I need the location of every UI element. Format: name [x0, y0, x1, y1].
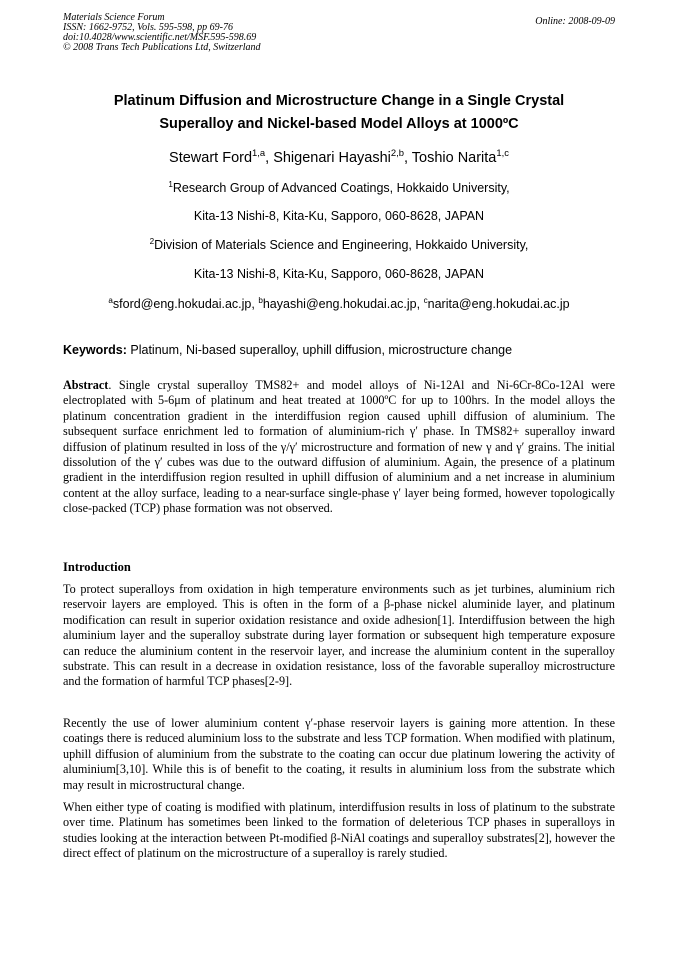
keywords: [63, 342, 615, 358]
copyright-line: © 2008 Trans Tech Publications Ltd, Switzerland: [63, 42, 261, 53]
abstract-label: Abstract: [63, 378, 109, 392]
abstract: [63, 378, 615, 517]
email-list: [63, 296, 615, 312]
section-heading-introduction: Introduction: [63, 560, 131, 574]
keywords-text: Platinum, Ni-based superalloy, uphill diffusion, microstructure change: [130, 343, 513, 357]
affiliation-1-line-2: Kita-13 Nishi-8, Kita-Ku, Sapporo, 060-8628, JAPAN: [193, 209, 485, 223]
email-address[interactable]: narita@eng.hokudai.ac.jp: [427, 297, 570, 311]
abstract-text: . Single crystal superalloy TMS82+ and model alloys of Ni-12Al and Ni-6Cr-8Co-12Al were electroplated with 5-6μm of platinum and heat treated at 1000ºC for up to 100hrs. In the model alloys the platinum concentration gradient in the interdiffusion region caused uphill diffusion of aluminium. The subsequent surface enrichment led to formation of aluminium-rich γ′ phase. In TMS82+ superalloy inward diffusion of platinum resulted in loss of the γ/γ′ microstructure and formation of new γ and γ′ grains. The initial dissolution of the γ′ cubes was due to the outward diffusion of aluminium. Again, the presence of a platinum gradient in the interdiffusion region resulted in uphill diffusion of aluminium and a net increase in aluminium content at the alloy surface, leading to a near-surface single-phase γ′ layer being formed, however topologically close-packed (TCP) phase formation was not observed.: [63, 378, 615, 516]
affiliation-sup: 2: [149, 236, 155, 246]
author-sup: 1,a: [252, 147, 266, 159]
email-sup: a: [108, 295, 113, 305]
email-sup: c: [423, 295, 428, 305]
author-sup: 1,c: [496, 147, 509, 159]
intro-paragraph-2: Recently the use of lower aluminium content γ′-phase reservoir layers is gaining more attention. In these coatings there is reduced aluminium loss to the substrate and less TCP formation. When modified with platinum, uphill diffusion of aluminium from the substrate to the coating can occur due platinum lowering the activity of aluminium[3,10]. While this is of benefit to the coating, it results in aluminium loss from the substrate which may result in microstructural change.: [63, 716, 615, 792]
email-sup: b: [258, 295, 263, 305]
author-sup: 2,b: [390, 147, 404, 159]
author-name: Stewart Ford: [169, 150, 253, 166]
affiliation-sup: 1: [168, 179, 173, 189]
author-list: Stewart Ford$^{1,a}$, Shigenari Hayashi$^{2,b}$, Toshio Narita$^{1,c}$: [169, 147, 509, 166]
affiliation-1-line-1: $^1$Research Group of Advanced Coatings, Hokkaido University,: [168, 179, 510, 195]
affiliation-2-line-1: $^2$Division of Materials Science and Engineering, Hokkaido University,: [149, 236, 529, 252]
affiliation-2-line-2: Kita-13 Nishi-8, Kita-Ku, Sapporo, 060-8628, JAPAN: [193, 267, 485, 281]
issn-line: ISSN: 1662-9752, Vols. 595-598, pp 69-76: [63, 22, 233, 33]
journal-header: [63, 13, 261, 53]
title-line-2: Superalloy and Nickel-based Model Alloys at 1000ºC: [159, 116, 519, 132]
journal-name: Materials Science Forum: [63, 12, 165, 23]
title-line-1: Platinum Diffusion and Microstructure Change in a Single Crystal: [113, 93, 565, 109]
keywords-label: Keywords:: [63, 343, 127, 357]
email-address[interactable]: hayashi@eng.hokudai.ac.jp,: [262, 297, 421, 311]
email-address[interactable]: sford@eng.hokudai.ac.jp,: [112, 297, 255, 311]
doi-line: doi:10.4028/www.scientific.net/MSF.595-598.69: [63, 32, 257, 43]
author-name: Toshio Narita: [411, 150, 497, 166]
author-name: Shigenari Hayashi: [273, 150, 391, 166]
intro-paragraph-1: To protect superalloys from oxidation in high temperature environments such as jet turbines, aluminium rich reservoir layers are employed. This is often in the form of a β-phase nickel aluminide layer, and platinum modification can result in superior oxidation resistance and oxide adhesion[1]. Interdiffusion between the high aluminium layer and the superalloy substrate during layer formation or subsequent high temperature exposure can reduce the aluminium content in the reservoir layer, and increase the aluminium content in the superalloy substrate. This can result in a decrease in oxidation resistance, loss of the favorable superalloy microstructure and the formation of harmful TCP phases[2-9].: [63, 582, 615, 689]
online-date: Online: 2008-09-09: [535, 16, 615, 27]
intro-paragraph-3: When either type of coating is modified with platinum, interdiffusion results in loss of platinum to the substrate over time. Platinum has sometimes been linked to the formation of deleterious TCP phases in superalloys in studies looking at the interaction between Pt-modified β-NiAl coatings and superalloy substrates[2], however the direct effect of platinum on the microstructure of a superalloy is rarely studied.: [63, 800, 615, 861]
paper-title: [63, 90, 615, 136]
